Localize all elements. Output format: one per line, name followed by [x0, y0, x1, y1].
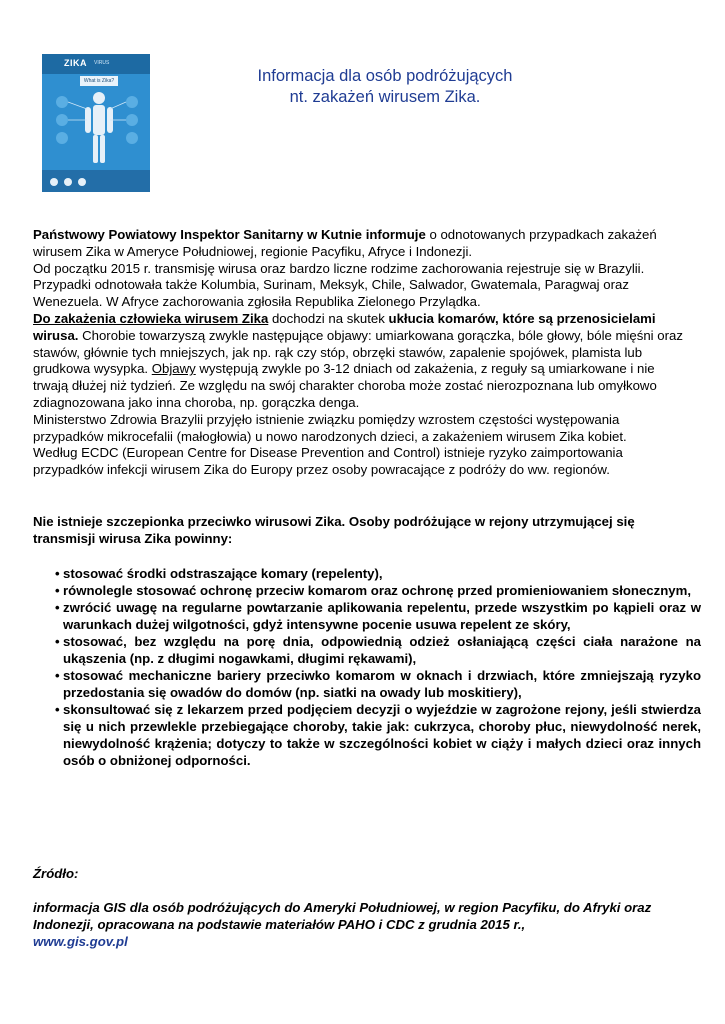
- recommendation-text: stosować środki odstraszające komary (repelenty),: [63, 566, 383, 581]
- poster-question-box: What is Zika?: [80, 76, 118, 86]
- mosquito-bite-text: ukłucia komarów: [388, 310, 496, 326]
- source-description: informacja GIS dla osób podróżujących do Ameryki Południowej, w region Pacyfiku, do Afryki oraz Indonezji, opracowana na podstawie materiałów PAHO i CDC z grudnia 2015 r.,: [33, 900, 652, 932]
- recommendation-item: [33, 582, 701, 599]
- bullet-icon: •: [55, 583, 60, 598]
- intro-rest: o odnotowanych przypadkach zakażeń wirusem Zika w Ameryce Południowej, regionie Pacyfiku, Afryce i Indonezji.: [33, 227, 657, 259]
- recommendations-list: [33, 565, 701, 769]
- transmission-text: dochodzi na skutek: [268, 310, 389, 326]
- intro-paragraph-1: [33, 227, 693, 261]
- bullet-icon: •: [55, 668, 60, 683]
- poster-footer: [42, 170, 150, 192]
- intro-paragraph-2: Od początku 2015 r. transmisję wirusa oraz bardzo liczne rodzime zachorowania rejestruje się w Brazylii. Przypadki odnotowała także Kolumbia, Surinam, Meksyk, Chile, Salwador, Gwatemala, Paragwaj oraz Wenezuela. W Afryce zachorowania zgłosiła Republika Zielonego Przylądka.: [33, 260, 645, 310]
- recommendation-text: stosować mechaniczne bariery przeciwko komarom w oknach i drzwiach, które zmniejszają ryzyko przedostania się owadów do domów (np. siatki na owady lub moskitiery),: [63, 668, 701, 700]
- poster-subtitle: VIRUS: [94, 60, 110, 66]
- recommendations-lead: Nie istnieje szczepionka przeciwko wirusowi Zika. Osoby podróżujące w rejony utrzymującej się transmisji wirusa Zika powinny:: [33, 514, 635, 546]
- recommendation-text: równolegle stosować ochronę przeciw komarom oraz ochronę przed promieniowaniem słonecznym,: [63, 583, 692, 598]
- page-title: [205, 66, 565, 108]
- bullet-icon: •: [55, 600, 60, 615]
- bullet-icon: •: [55, 566, 60, 581]
- intro-text: [33, 227, 693, 479]
- partner-logo-icon: [78, 178, 86, 186]
- source-text: [33, 900, 693, 950]
- comma: ,: [495, 310, 503, 326]
- paho-logo-icon: [64, 178, 72, 186]
- symptoms-text: Chorobie towarzyszą zwykle następujące objawy: umiarkowana gorączka, bóle głowy, bóle mięśni oraz stawów, głównie tych mniejszych, jak np. rąk czy stóp, obrzęki stawów, zapalenie spojówek, plamista lub grudkowa wysypka.: [33, 327, 683, 377]
- recommendation-item: [33, 701, 701, 769]
- recommendation-text: stosować, bez względu na porę dnia, odpowiednią odzież osłaniającą części ciała narażone na ukąszenia (np. z długimi nogawkami, długimi rękawami),: [63, 634, 701, 666]
- zika-poster-image: [42, 54, 150, 192]
- inspector-name: Państwowy Powiatowy Inspektor Sanitarny w Kutnie: [33, 227, 363, 242]
- recommendation-item: [33, 633, 701, 667]
- vector-text: które są przenosicielami wirusa.: [33, 310, 656, 343]
- title-line-1: Informacja dla osób podróżujących: [257, 67, 513, 85]
- title-line-2: nt. zakażeń wirusem Zika.: [289, 88, 481, 106]
- recommendation-item: [33, 565, 701, 582]
- intro-paragraph-4: Ministerstwo Zdrowia Brazylii przyjęło istnienie związku pomiędzy wzrostem częstości występowania przypadków mikrocefalii (małogłowia) u nowo narodzonych dzieci, a zakażeniem wirusem Zika kobiet.: [33, 411, 627, 444]
- transmission-heading: Do zakażenia człowieka wirusem Zika: [33, 310, 269, 326]
- source-label: Źródło:: [33, 866, 79, 881]
- intro-paragraph-5: Według ECDC (European Centre for Disease Prevention and Control) istnieje ryzyko zaimportowania przypadków infekcji wirusem Zika do Europy przez osoby powracające z podróży do ww. regionów.: [33, 445, 623, 478]
- gis-website-link[interactable]: www.gis.gov.pl: [33, 933, 128, 949]
- who-logo-icon: [50, 178, 58, 186]
- intro-paragraph-3: [33, 311, 693, 412]
- recommendation-text: skonsultować się z lekarzem przed podjęciem decyzji o wyjeździe w zagrożone rejony, jeśli stwierdza się u nich przewlekle przebiegające choroby, takie jak: cukrzyca, choroby płuc, niewydolność nerek, niewydolność krążenia; dotyczy to także w szczególności kobiet w ciąży i małych dzieci oraz innych osób o obniżonej odporności.: [63, 702, 701, 768]
- bullet-icon: •: [55, 634, 60, 649]
- recommendation-text: zwrócić uwagę na regularne powtarzanie aplikowania repelentu, przede wszystkim po kąpieli oraz w warunkach dużej wilgotności, gdyż intensywne pocenie usuwa repelent ze skóry,: [63, 600, 701, 632]
- informs-word: informuje: [365, 227, 426, 242]
- symptoms-onset-text: występują zwykle po 3-12 dniach od zakażenia, z reguły są umiarkowane i nie trwają dłużej niż tydzień. Ze względu na swój charakter choroba może zostać nierozpoznana lub omyłkowo zdiagnozowana jako inna choroba, np. gorączka denga.: [33, 361, 657, 410]
- poster-title: ZIKA: [64, 58, 87, 68]
- symptoms-underlined: Objawy: [151, 361, 196, 377]
- bullet-icon: •: [55, 702, 60, 717]
- recommendation-item: [33, 667, 701, 701]
- recommendation-item: [33, 599, 701, 633]
